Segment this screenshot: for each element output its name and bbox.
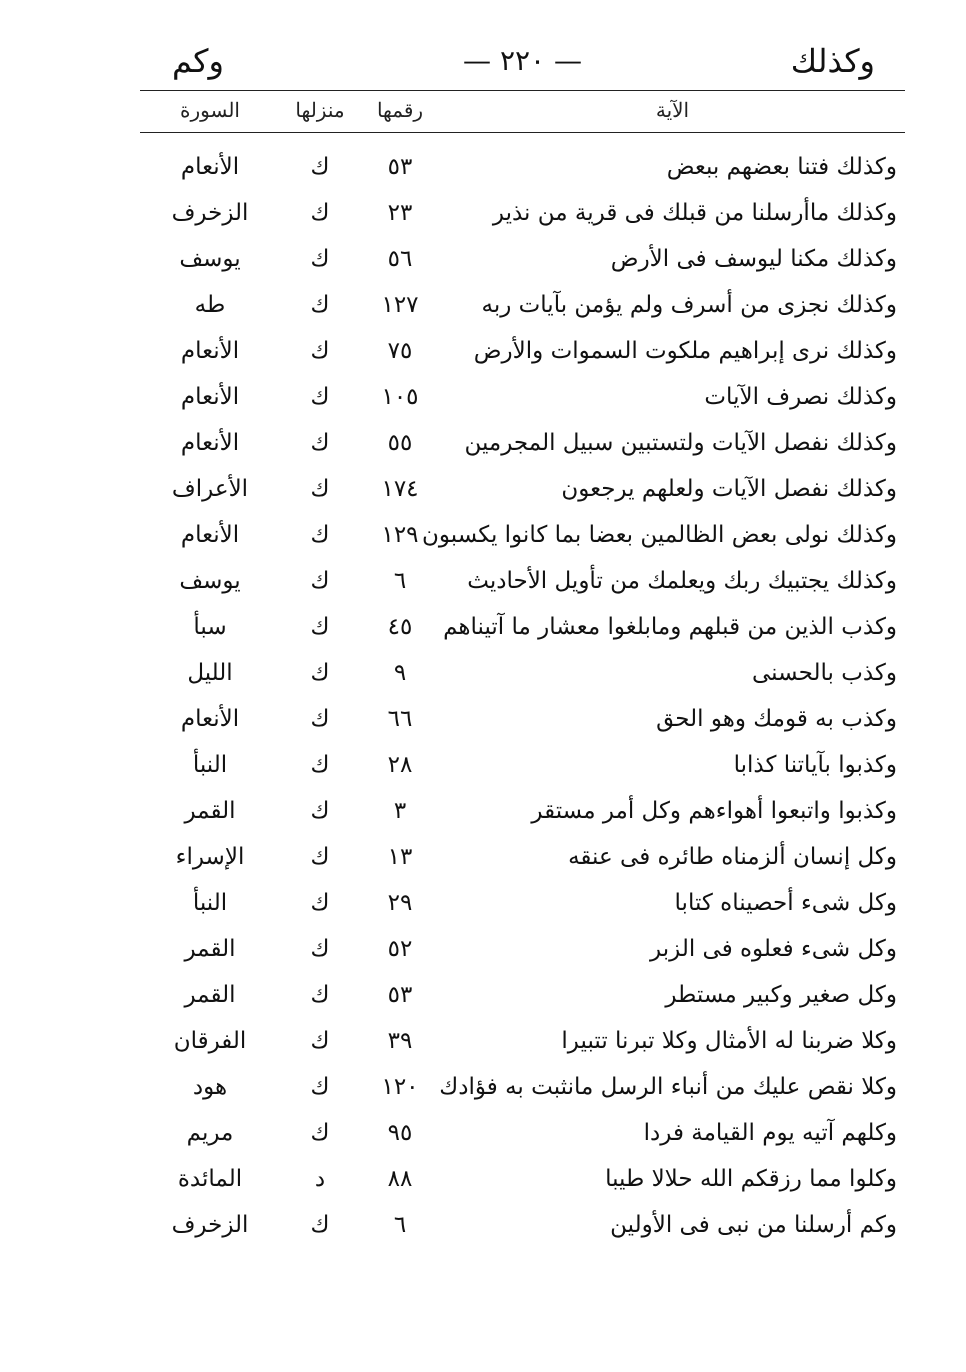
- index-table: [140, 148, 905, 1252]
- revelation-place: ك: [310, 246, 330, 272]
- aya-text: وكل صغير وكبير مستطر: [665, 982, 897, 1008]
- aya-number: ٥٦: [387, 246, 413, 272]
- aya-text: وكذبوا بآياتنا كذابا: [733, 752, 897, 778]
- table-row: [140, 700, 905, 746]
- aya-number: ٣٩: [387, 1028, 413, 1054]
- revelation-place: ك: [310, 1120, 330, 1146]
- sura-name: المائدة: [177, 1166, 243, 1192]
- aya-number: ٧٥: [387, 338, 413, 364]
- aya-number: ٢٣: [387, 200, 413, 226]
- revelation-place: ك: [310, 982, 330, 1008]
- sura-name: طه: [194, 292, 226, 318]
- aya-number: ٦: [393, 568, 407, 594]
- table-row: [140, 838, 905, 884]
- revelation-place: ك: [310, 1074, 330, 1100]
- revelation-place: ك: [310, 706, 330, 732]
- aya-text: وكلهم آتيه يوم القيامة فردا: [643, 1120, 897, 1146]
- table-row: [140, 470, 905, 516]
- aya-number: ٩٥: [387, 1120, 413, 1146]
- revelation-place: ك: [310, 798, 330, 824]
- aya-number: ٦٦: [387, 706, 413, 732]
- aya-text: وكذلك ماأرسلنا من قبلك فى قرية من نذير: [492, 200, 897, 226]
- sura-name: الأنعام: [180, 430, 240, 456]
- aya-text: وكذلك مكنا ليوسف فى الأرض: [610, 246, 897, 272]
- table-row: [140, 332, 905, 378]
- revelation-place: ك: [310, 338, 330, 364]
- table-row: [140, 378, 905, 424]
- revelation-place: د: [314, 1166, 326, 1192]
- sura-name: النبأ: [192, 752, 228, 778]
- revelation-place: ك: [310, 200, 330, 226]
- revelation-place: ك: [310, 292, 330, 318]
- aya-text: وكذبوا واتبعوا أهواءهم وكل أمر مستقر: [531, 798, 897, 824]
- sura-name: هود: [192, 1074, 228, 1100]
- revelation-place: ك: [310, 1212, 330, 1238]
- aya-text: وكذلك يجتبيك ربك ويعلمك من تأويل الأحاديث: [467, 568, 897, 594]
- table-row: [140, 1206, 905, 1252]
- aya-text: وكذلك نصرف الآيات: [704, 384, 897, 410]
- page-number: — ٢٢٠ —: [463, 44, 582, 77]
- aya-text: وكذب بالحسنى: [752, 660, 897, 686]
- sura-name: الأعراف: [171, 476, 249, 502]
- table-row: [140, 976, 905, 1022]
- aya-text: وكذلك فتنا بعضهم ببعض: [666, 154, 897, 180]
- column-header-number: رقمها: [376, 98, 424, 122]
- table-row: [140, 1114, 905, 1160]
- aya-number: ٣: [393, 798, 407, 824]
- table-row: [140, 562, 905, 608]
- column-headers: [140, 96, 905, 128]
- aya-text: وكذب به قومك وهو الحق: [656, 706, 897, 732]
- table-row: [140, 1068, 905, 1114]
- aya-number: ١٢٧: [381, 292, 419, 318]
- table-row: [140, 608, 905, 654]
- aya-number: ٦: [393, 1212, 407, 1238]
- header-first-word: وكذلك: [790, 42, 875, 80]
- aya-number: ١٠٥: [381, 384, 419, 410]
- aya-number: ٨٨: [387, 1166, 413, 1192]
- sura-name: الزخرف: [171, 200, 249, 226]
- aya-text: وكلا ضربنا له الأمثال وكلا تبرنا تتبيرا: [561, 1028, 897, 1054]
- revelation-place: ك: [310, 614, 330, 640]
- revelation-place: ك: [310, 430, 330, 456]
- aya-number: ٩: [393, 660, 407, 686]
- revelation-place: ك: [310, 384, 330, 410]
- revelation-place: ك: [310, 844, 330, 870]
- sura-name: مريم: [186, 1120, 234, 1146]
- aya-number: ٥٢: [387, 936, 413, 962]
- aya-text: وكذلك نجزى من أسرف ولم يؤمن بآيات ربه: [481, 292, 897, 318]
- revelation-place: ك: [310, 522, 330, 548]
- column-header-aya: الآية: [655, 98, 690, 122]
- aya-text: وكلا نقص عليك من أنباء الرسل مانثبت به فؤادك: [439, 1074, 897, 1100]
- aya-text: وكذلك نرى إبراهيم ملكوت السموات والأرض: [473, 338, 897, 364]
- aya-number: ٤٥: [387, 614, 413, 640]
- sura-name: الأنعام: [180, 384, 240, 410]
- table-row: [140, 746, 905, 792]
- table-row: [140, 516, 905, 562]
- aya-number: ٢٩: [387, 890, 413, 916]
- revelation-place: ك: [310, 154, 330, 180]
- revelation-place: ك: [310, 752, 330, 778]
- aya-text: وكم أرسلنا من نبى فى الأولين: [610, 1212, 897, 1238]
- sura-name: الأنعام: [180, 338, 240, 364]
- sura-name: الأنعام: [180, 706, 240, 732]
- sura-name: الليل: [187, 660, 233, 686]
- header-last-word: وكم: [172, 42, 224, 80]
- aya-text: وكلوا مما رزقكم الله حلالا طيبا: [605, 1166, 897, 1192]
- aya-number: ١٧٤: [381, 476, 419, 502]
- aya-number: ١٣: [387, 844, 413, 870]
- column-header-sura: السورة: [180, 98, 240, 122]
- revelation-place: ك: [310, 1028, 330, 1054]
- sura-name: يوسف: [179, 246, 241, 272]
- aya-number: ١٢٩: [381, 522, 419, 548]
- sura-name: الإسراء: [175, 844, 245, 870]
- aya-number: ٥٥: [387, 430, 413, 456]
- revelation-place: ك: [310, 476, 330, 502]
- table-row: [140, 884, 905, 930]
- sura-name: يوسف: [179, 568, 241, 594]
- sura-name: الأنعام: [180, 522, 240, 548]
- sura-name: القمر: [184, 982, 236, 1008]
- aya-text: وكذب الذين من قبلهم ومابلغوا معشار ما آتيناهم: [443, 614, 897, 640]
- aya-text: وكذلك نفصل الآيات ولعلهم يرجعون: [561, 476, 897, 502]
- table-row: [140, 792, 905, 838]
- sura-name: سبأ: [193, 614, 227, 640]
- sura-name: الفرقان: [173, 1028, 247, 1054]
- table-row: [140, 930, 905, 976]
- table-row: [140, 1022, 905, 1068]
- table-row: [140, 194, 905, 240]
- table-row: [140, 654, 905, 700]
- column-header-place: منزلها: [295, 98, 345, 122]
- sura-name: الزخرف: [171, 1212, 249, 1238]
- sura-name: الأنعام: [180, 154, 240, 180]
- table-row: [140, 424, 905, 470]
- sura-name: النبأ: [192, 890, 228, 916]
- aya-text: وكل إنسان ألزمناه طائره فى عنقه: [568, 844, 897, 870]
- aya-text: وكذلك نفصل الآيات ولتستبين سبيل المجرمين: [464, 430, 897, 456]
- aya-text: وكل شىء أحصيناه كتابا: [674, 890, 897, 916]
- table-row: [140, 148, 905, 194]
- revelation-place: ك: [310, 936, 330, 962]
- aya-number: ١٢٠: [381, 1074, 419, 1100]
- sura-name: القمر: [184, 798, 236, 824]
- aya-number: ٥٣: [387, 982, 413, 1008]
- table-row: [140, 240, 905, 286]
- aya-text: وكل شىء فعلوه فى الزبر: [650, 936, 897, 962]
- revelation-place: ك: [310, 568, 330, 594]
- column-header-rule: [140, 132, 905, 133]
- aya-text: وكذلك نولى بعض الظالمين بعضا بما كانوا يكسبون: [422, 522, 897, 548]
- aya-number: ٢٨: [387, 752, 413, 778]
- revelation-place: ك: [310, 660, 330, 686]
- table-row: [140, 286, 905, 332]
- table-row: [140, 1160, 905, 1206]
- header-rule: [140, 90, 905, 91]
- sura-name: القمر: [184, 936, 236, 962]
- revelation-place: ك: [310, 890, 330, 916]
- page-header: [140, 34, 905, 86]
- aya-number: ٥٣: [387, 154, 413, 180]
